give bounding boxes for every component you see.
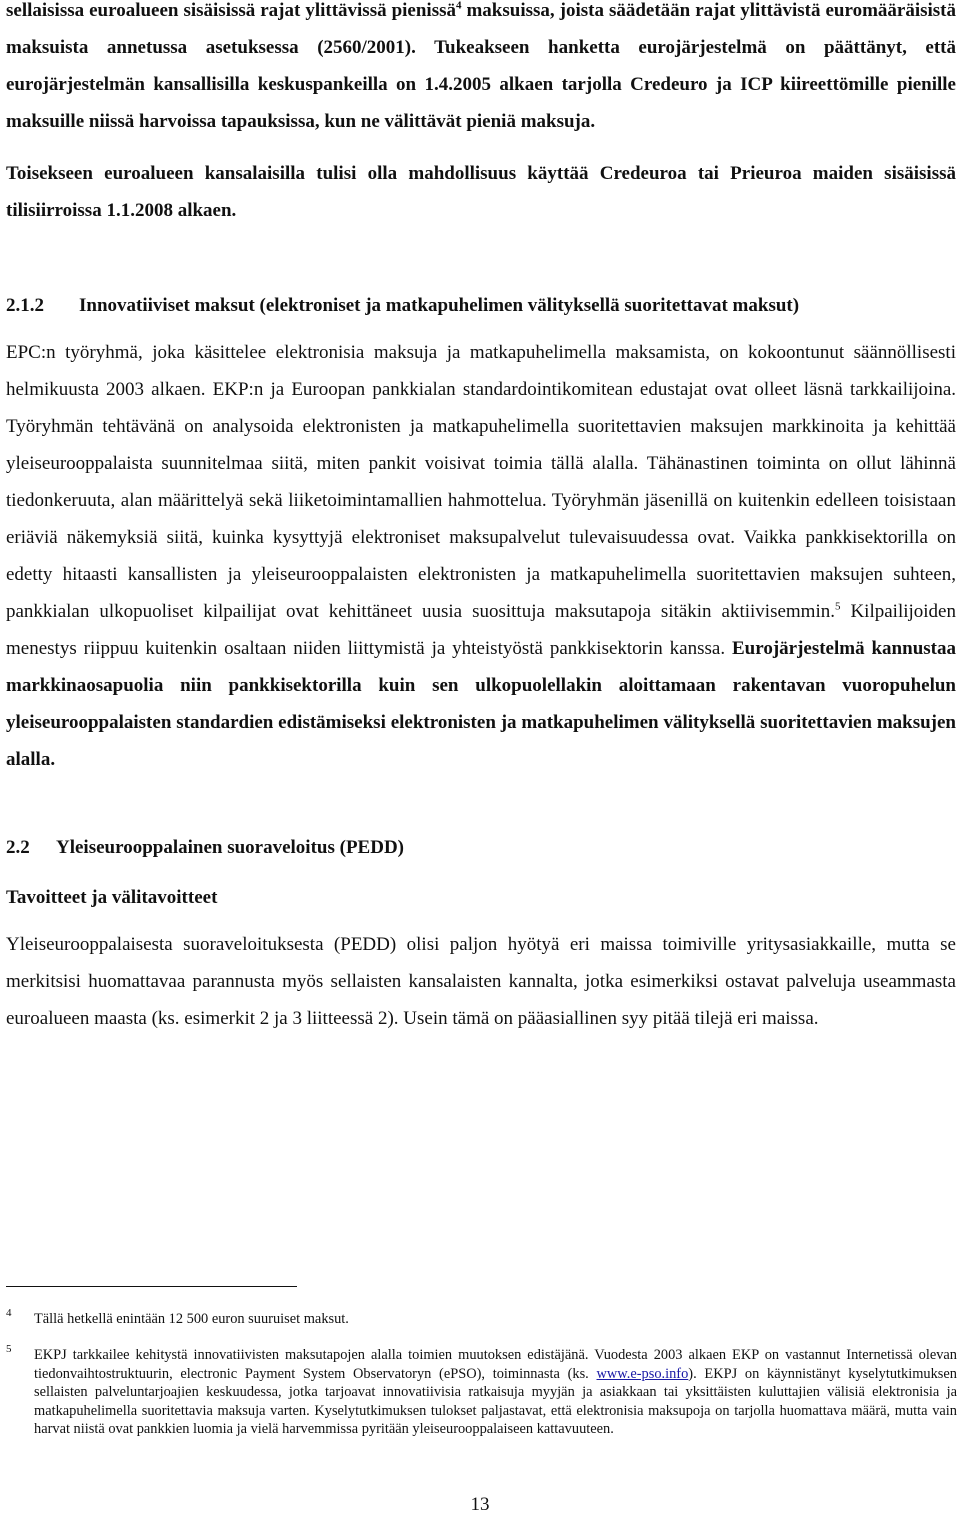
paragraph-text: sellaisissa euroalueen sisäisissä rajat ylittävissä pienissä bbox=[6, 0, 456, 21]
page-number: 13 bbox=[470, 1494, 490, 1515]
footnote-5 bbox=[6, 1343, 957, 1439]
subsection-heading: Tavoitteet ja välitavoitteet bbox=[6, 887, 218, 908]
footnote-separator bbox=[6, 1286, 297, 1287]
paragraph-text: Kilpailijoiden menestys riippuu kuitenkin osaltaan niiden liittymistä ja yhteistyöstä pankkisektorin kanssa. bbox=[6, 601, 956, 659]
footnote-4 bbox=[6, 1307, 957, 1329]
section-number: 2.1.2 bbox=[6, 295, 44, 316]
paragraph-text: maksuissa, joista säädetään rajat ylittävistä euromääräisistä maksuista annetussa asetuksessa (2560/2001). Tukeakseen hanketta eurojärjestelmä on päättänyt, että eurojärjestelmän kansallisilla keskuspankeilla on 1.4.2005 alkaen tarjolla Credeuro ja ICP kiireettömille pienille maksuille niissä harvoissa tapauksissa, kun ne välittävät pieniä maksuja. bbox=[6, 0, 956, 132]
paragraph-emphasis: Eurojärjestelmä kannustaa markkinaosapuolia niin pankkisektorilla kuin sen ulkopuolellakin aloittamaan rakentavan vuoropuhelun yleiseurooppalaisten standardien edistämiseksi elektronisten ja matkapuhelimen välityksellä suoritettavien maksujen alalla. bbox=[6, 638, 956, 770]
section-heading-2-1-2 bbox=[6, 287, 956, 324]
paragraph-credeuro bbox=[6, 0, 956, 140]
section-title: Innovatiiviset maksut (elektroniset ja matkapuhelimen välityksellä suoritettavat maksut) bbox=[79, 295, 800, 316]
document-page bbox=[6, 0, 956, 1037]
section-number: 2.2 bbox=[6, 837, 30, 858]
footnote-number: 5 bbox=[6, 1343, 12, 1355]
section-heading-2-2 bbox=[6, 829, 956, 866]
footnote-ref-5[interactable]: 5 bbox=[834, 600, 841, 613]
section-title: Yleiseurooppalainen suoraveloitus (PEDD) bbox=[56, 837, 405, 858]
paragraph-pedd: Yleiseurooppalaisesta suoraveloituksesta (PEDD) olisi paljon hyötyä eri maissa toimiville yritysasiakkaille, mutta se merkitsisi huomattavaa parannusta myös sellaisten kansalaisten kannalta, jotka esimerkiksi ostavat palveluja useammasta euroalueen maasta (ks. esimerkit 2 ja 3 liitteessä 2). Usein tämä on pääasiallinen syy pitää tilejä eri maissa. bbox=[6, 934, 956, 1029]
footnote-text-part: ). EKPJ on käynnistänyt kyselytutkimuksen sellaisten palveluntarjoajien keskuudessa, jotka tarjoavat innovatiivisia ratkaisuja myyjän ja asiakkaan tai yksittäisten kuluttajien välisiä elektronisia ja matkapuhelimella suoritettavia maksuja varten. Kyselytutkimuksen tulokset paljastavat, että elektronisia maksupoja on tarjolla huomattava määrä, mutta vain harvat niistä ovat pankkien luomia ja vielä harvemmissa pyritään yleiseurooppalaiseen kattavuuteen. bbox=[34, 1365, 957, 1438]
paragraph-innovative-payments bbox=[6, 334, 956, 778]
footnote-text-part: EKPJ tarkkailee kehitystä innovatiivisten maksutapojen alalla toimien muutoksen edistäjänä. Vuodesta 2003 alkaen EKP on vastannut Internetissä olevan tiedonvaihtostruktuurin, electronic Payment System Observatoryn (ePSO), toiminnasta (ks. bbox=[34, 1347, 957, 1382]
footnote-number: 4 bbox=[6, 1307, 12, 1319]
epso-link[interactable]: www.e-pso.info bbox=[596, 1365, 689, 1382]
footnote-ref-4[interactable]: 4 bbox=[456, 0, 462, 12]
paragraph-text: EPC:n työryhmä, joka käsittelee elektronisia maksuja ja matkapuhelimella maksamista, on kokoontunut säännöllisesti helmikuusta 2003 alkaen. EKP:n ja Euroopan pankkialan standardointikomitean edustajat ovat olleet läsnä tarkkailijoina. Työryhmän tehtävänä on analysoida elektronisten ja matkapuhelimella suoritettavien maksujen markkinoita ja kehittää yleiseurooppalaista suunnitelmaa siitä, miten pankit voisivat toimia tällä alalla. Tähänastinen toiminta on ollut lähinnä tiedonkeruuta, alan määrittelyä sekä liiketoimintamallien hahmottelua. Työryhmän jäsenillä on kuitenkin edelleen toisistaan eriäviä näkemyksiä siitä, kuinka kysyttyjä elektroniset maksupalvelut tulevaisuudessa ovat. Vaikka pankkisektorilla on edetty hitaasti kansallisten ja yleiseurooppalaisten elektronisten ja matkapuhelimella suoritettavien maksujen suhteen, pankkialan ulkopuoliset kilpailijat ovat kehittäneet uusia suosittuja maksutapoja sitäkin aktiivisemmin. bbox=[6, 342, 956, 622]
footnote-text: Tällä hetkellä enintään 12 500 euron suuruiset maksut. bbox=[34, 1311, 349, 1327]
footnote-text bbox=[34, 1346, 957, 1439]
paragraph-prieuro: Toisekseen euroalueen kansalaisilla tulisi olla mahdollisuus käyttää Credeuroa tai Prieuroa maiden sisäisissä tilisiirroissa 1.1.2008 alkaen. bbox=[6, 163, 956, 221]
